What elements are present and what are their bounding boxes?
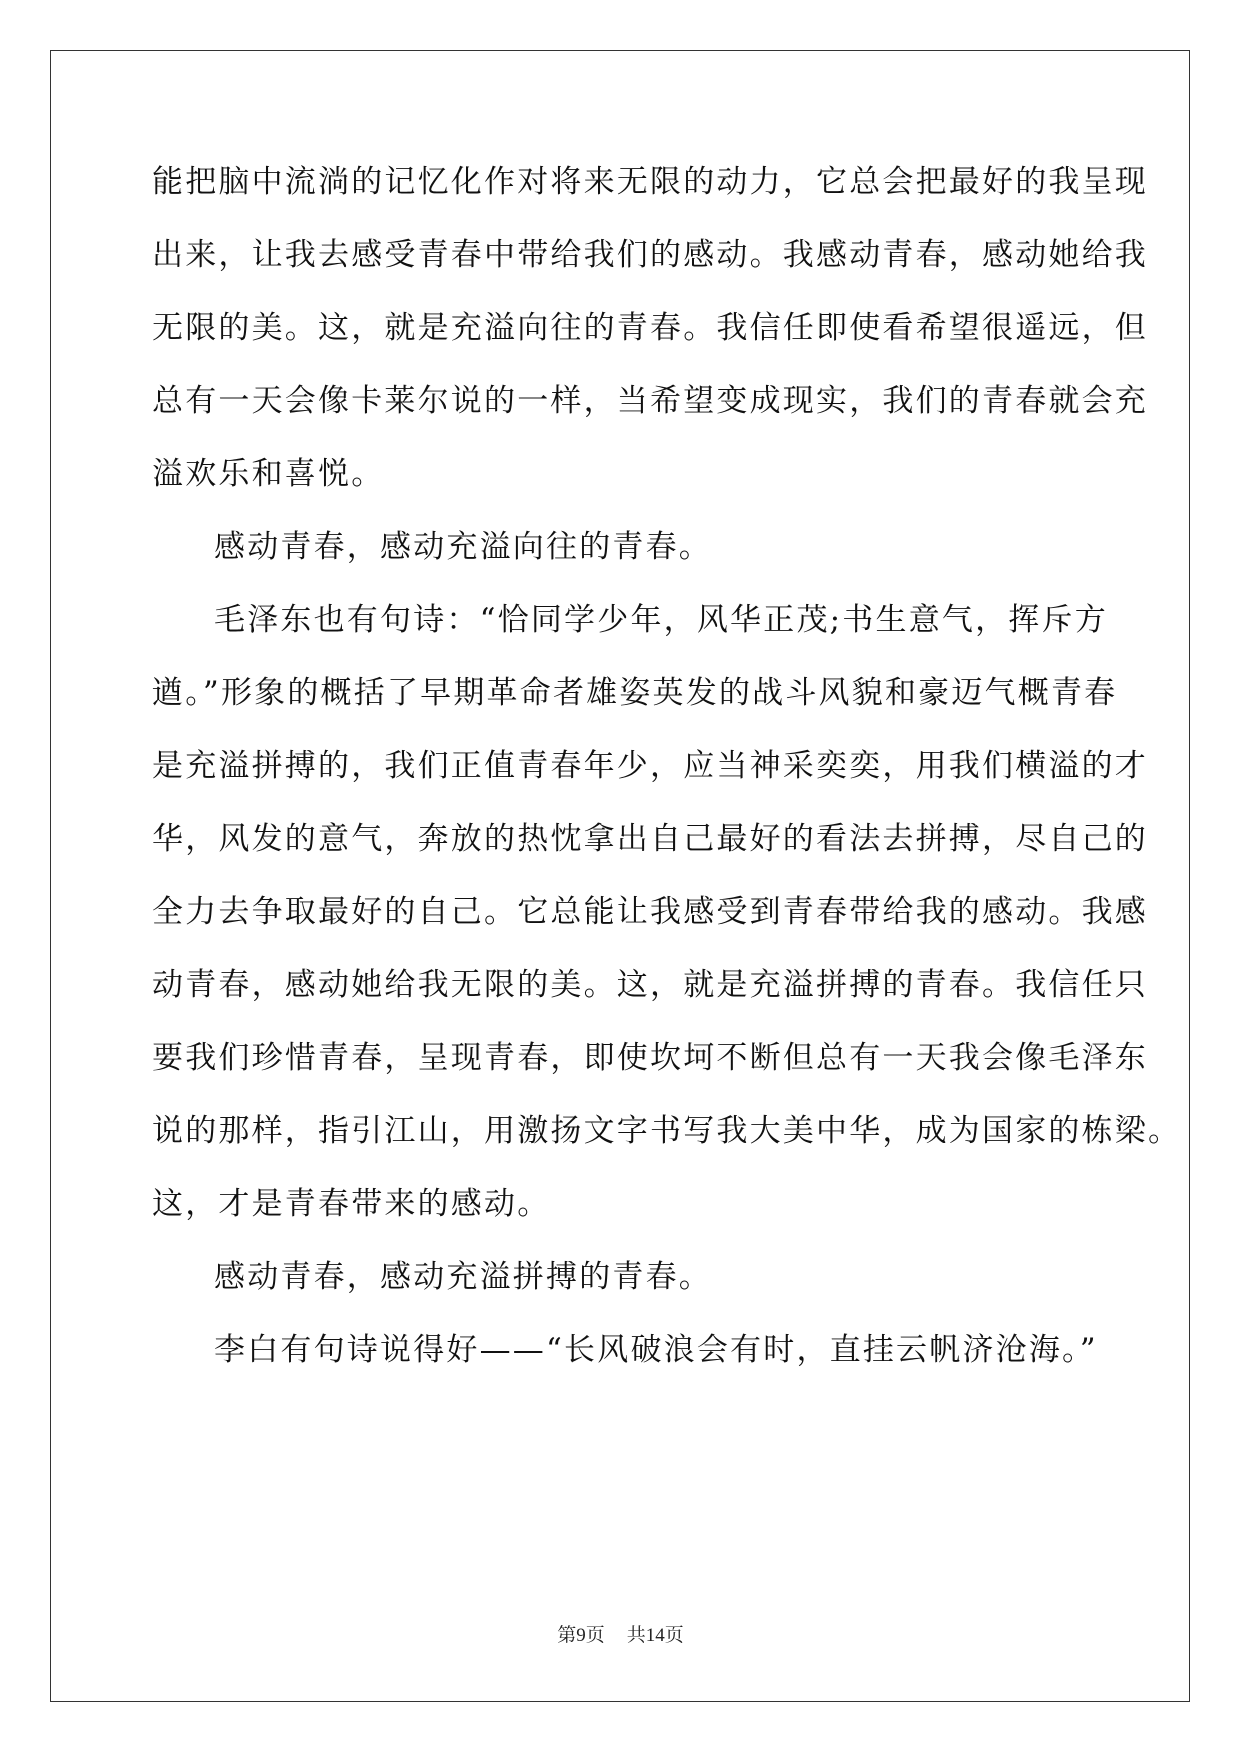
- text-line: 是充溢拼搏的，我们正值青春年少，应当神采奕奕，用我们横溢的才: [152, 748, 1148, 784]
- text-line: 出来，让我去感受青春中带给我们的感动。我感动青春，感动她给我: [152, 237, 1148, 273]
- text-line: 感动青春，感动充溢向往的青春。: [214, 529, 712, 565]
- text-line: 能把脑中流淌的记忆化作对将来无限的动力，它总会把最好的我呈现: [152, 164, 1148, 200]
- text-line: 遒。”形象的概括了早期革命者雄姿英发的战斗风貌和豪迈气概青春: [152, 675, 1118, 711]
- text-line: 动青春，感动她给我无限的美。这，就是充溢拼搏的青春。我信任只: [152, 967, 1148, 1003]
- text-line: 溢欢乐和喜悦。: [152, 456, 385, 492]
- text-line: 感动青春，感动充溢拼搏的青春。: [214, 1259, 712, 1295]
- page-border: [50, 50, 1190, 1702]
- text-line: 全力去争取最好的自己。它总能让我感受到青春带给我的感动。我感: [152, 894, 1148, 930]
- text-line: 这，才是青春带来的感动。: [152, 1186, 551, 1222]
- text-line: 总有一天会像卡莱尔说的一样，当希望变成现实，我们的青春就会充: [152, 383, 1148, 419]
- text-line: 毛泽东也有句诗：“恰同学少年，风华正茂;书生意气，挥斥方: [214, 602, 1108, 638]
- text-line: 无限的美。这，就是充溢向往的青春。我信任即使看希望很遥远，但: [152, 310, 1148, 346]
- text-line: 华，风发的意气，奔放的热忱拿出自己最好的看法去拼搏，尽自己的: [152, 821, 1148, 857]
- text-line: 说的那样，指引江山，用激扬文字书写我大美中华，成为国家的栋梁。: [152, 1113, 1182, 1149]
- total-pages: 共14页: [626, 1625, 684, 1646]
- current-page-number: 第9页: [557, 1625, 605, 1646]
- text-line: 要我们珍惜青春，呈现青春，即使坎坷不断但总有一天我会像毛泽东: [152, 1040, 1148, 1076]
- page-footer: [0, 1620, 1241, 1647]
- text-line: 李白有句诗说得好——“长风破浪会有时，直挂云帆济沧海。”: [214, 1332, 1098, 1368]
